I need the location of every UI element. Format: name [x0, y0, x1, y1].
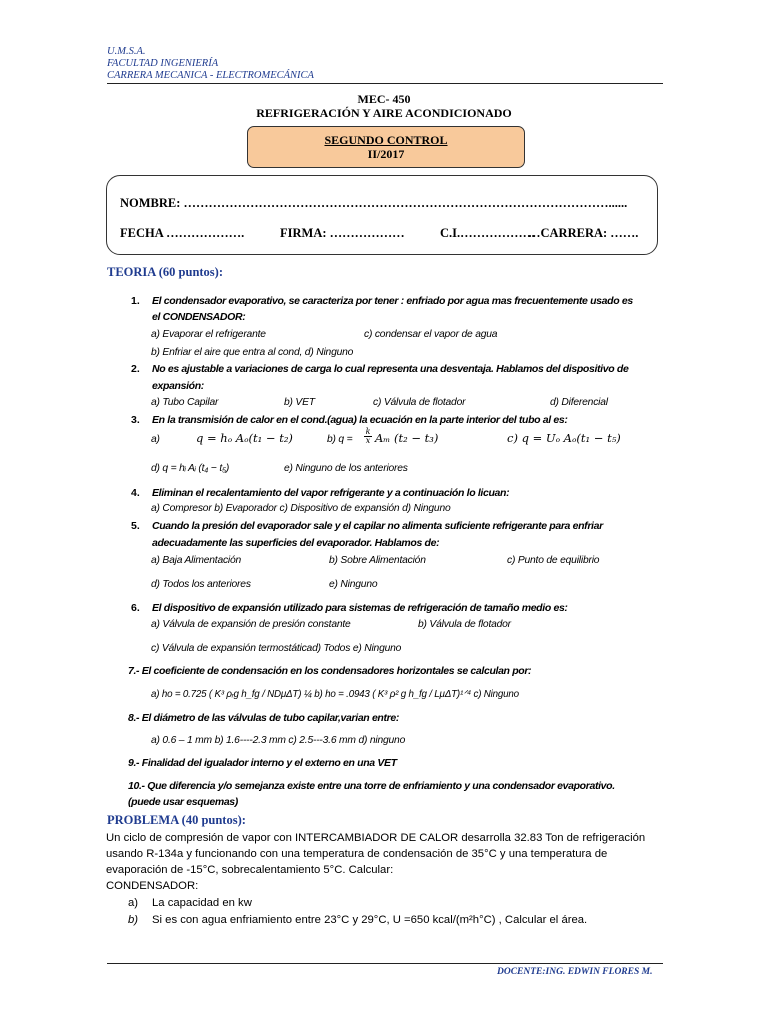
problema-line-3: evaporación de -15°C, sobrecalentamiento 5°C. Calcular:	[106, 864, 394, 876]
problema-item-b: Si es con agua enfriamiento entre 23°C y 29°C, U =650 kcal/(m²h°C) , Calcular el área.	[152, 914, 588, 926]
q7-options: a) ho = 0.725 ( K³ ρᵣg h_fg / NDμΔT) ¼ b) ho = .0943 ( K³ ρ² g h_fg / LμΔT)¹ᐟ⁴ c) Ninguno	[151, 689, 519, 700]
q5-option-d: d) Todos los anteriores	[151, 579, 251, 590]
q7-text: 7.- El coeficiente de condensación en los condensadores horizontales se calculan por:	[128, 665, 532, 677]
q2-text: No es ajustable a variaciones de carga lo cual representa una desventaja. Hablamos del dispositivo de	[152, 363, 629, 375]
header-divider	[107, 83, 663, 84]
problema-line-1: Un ciclo de compresión de vapor con INTERCAMBIADOR DE CALOR desarrolla 32.83 Ton de refrigeración	[106, 832, 646, 844]
q8-options: a) 0.6 – 1 mm b) 1.6----2.3 mm c) 2.5---3.6 mm d) ninguno	[151, 735, 406, 746]
problema-line-2: usando R-134a y funcionando con una temperatura de condensación de 35°C y una temperatura de	[106, 848, 608, 860]
q2-option-c: c) Válvula de flotador	[373, 397, 466, 408]
carrera-field: …CARRERA: …….	[528, 226, 639, 240]
faculty-name: FACULTAD INGENIERÍA	[107, 58, 219, 69]
q3-option-a-equation: q = hₒ Aₒ(t₁ − t₂)	[196, 431, 293, 445]
q4-options: a) Compresor b) Evaporador c) Dispositivo de expansión d) Ninguno	[151, 503, 451, 514]
course-code: MEC- 450	[357, 92, 411, 106]
footer-divider	[107, 963, 663, 964]
q1-option-c: c) condensar el vapor de agua	[364, 329, 498, 340]
q2-option-d: d) Diferencial	[550, 397, 608, 408]
q2-number: 2.	[131, 363, 140, 375]
q5-option-a: a) Baja Alimentación	[151, 555, 242, 566]
q3-option-b-equation: Aₘ (t₂ − t₃)	[375, 431, 439, 445]
q3-option-d: d) q = hᵢ Aᵢ (t₄ − t₅)	[151, 463, 230, 474]
firma-field: FIRMA: ………………	[280, 226, 405, 240]
problema-heading: PROBLEMA (40 puntos):	[107, 813, 246, 827]
q8-text: 8.- El diámetro de las válvulas de tubo capilar,varian entre:	[128, 712, 400, 724]
q4-number: 4.	[131, 487, 140, 499]
q3-text: En la transmisión de calor en el cond.(agua) la ecuación en la parte interior del tubo al es:	[152, 414, 568, 426]
q5-option-b: b) Sobre Alimentación	[329, 555, 426, 566]
q1-option-b: b) Enfriar el aire que entra al cond, d) Ninguno	[151, 347, 354, 358]
q1-text: El condensador evaporativo, se caracteriza por tener : enfriado por agua mas frecuentemente usado es	[152, 295, 633, 307]
q4-text: Eliminan el recalentamiento del vapor refrigerante y a continuación lo licuan:	[152, 487, 510, 499]
q6-option-c: c) Válvula de expansión termostáticad) Todos e) Ninguno	[151, 643, 402, 654]
q3-number: 3.	[131, 414, 140, 426]
q1-number: 1.	[131, 295, 140, 307]
q2-option-a: a) Tubo Capilar	[151, 397, 219, 408]
q5-number: 5.	[131, 520, 140, 532]
university-name: U.M.S.A.	[107, 46, 146, 57]
condensador-label: CONDENSADOR:	[106, 880, 199, 892]
q10-text-cont: (puede usar esquemas)	[128, 796, 238, 808]
q2-option-b: b) VET	[284, 397, 315, 408]
q3-fraction-denominator: x	[365, 436, 371, 445]
q3-option-a-label: a)	[151, 434, 160, 445]
student-info-box	[106, 175, 658, 255]
q5-option-c: c) Punto de equilibrio	[507, 555, 600, 566]
q3-option-b-fraction	[364, 428, 372, 445]
q5-text-cont: adecuadamente las superficies del evaporador. Hablamos de:	[152, 537, 440, 549]
control-name: SEGUNDO CONTROL	[324, 133, 448, 147]
q6-option-a: a) Válvula de expansión de presión constante	[151, 619, 351, 630]
teoria-heading: TEORIA (60 puntos):	[107, 265, 223, 279]
problema-item-a-label: a)	[128, 897, 139, 909]
q3-option-b-label: b) q =	[327, 434, 353, 445]
q1-option-a: a) Evaporar el refrigerante	[151, 329, 266, 340]
control-term: II/2017	[367, 147, 405, 161]
ci-field: C.I.………………	[440, 226, 536, 240]
fecha-field: FECHA ……………….	[120, 226, 245, 240]
q9-text: 9.- Finalidad del igualador interno y el externo en una VET	[128, 757, 397, 769]
q2-text-cont: expansión:	[152, 380, 204, 392]
q10-text: 10.- Que diferencia y/o semejanza existe entre una torre de enfriamiento y una condensador evaporativo.	[128, 780, 615, 792]
course-title: REFRIGERACIÓN Y AIRE ACONDICIONADO	[256, 106, 512, 120]
control-title-box	[247, 126, 525, 168]
q3-fraction-numerator: k	[365, 427, 371, 436]
q6-text: El dispositivo de expansión utilizado para sistemas de refrigeración de tamaño medio es:	[152, 602, 568, 614]
nombre-field: NOMBRE: …………………………………………………………………………………………......	[120, 196, 628, 210]
q1-text-cont: el CONDENSADOR:	[152, 311, 246, 323]
q6-number: 6.	[131, 602, 140, 614]
career-name: CARRERA MECANICA - ELECTROMECÁNICA	[107, 70, 314, 81]
q5-text: Cuando la presión del evaporador sale y el capilar no alimenta suficiente refrigerante para enfriar	[152, 520, 603, 532]
q3-option-e: e) Ninguno de los anteriores	[284, 463, 408, 474]
problema-item-a: La capacidad en kw	[152, 897, 252, 909]
q6-option-b: b) Válvula de flotador	[418, 619, 511, 630]
q3-option-c-equation: c) q = Uₒ Aₒ(t₁ − t₅)	[507, 431, 621, 445]
problema-item-b-label: b)	[128, 914, 139, 926]
q5-option-e: e) Ninguno	[329, 579, 378, 590]
docente-name: DOCENTE:ING. EDWIN FLORES M.	[497, 967, 653, 977]
